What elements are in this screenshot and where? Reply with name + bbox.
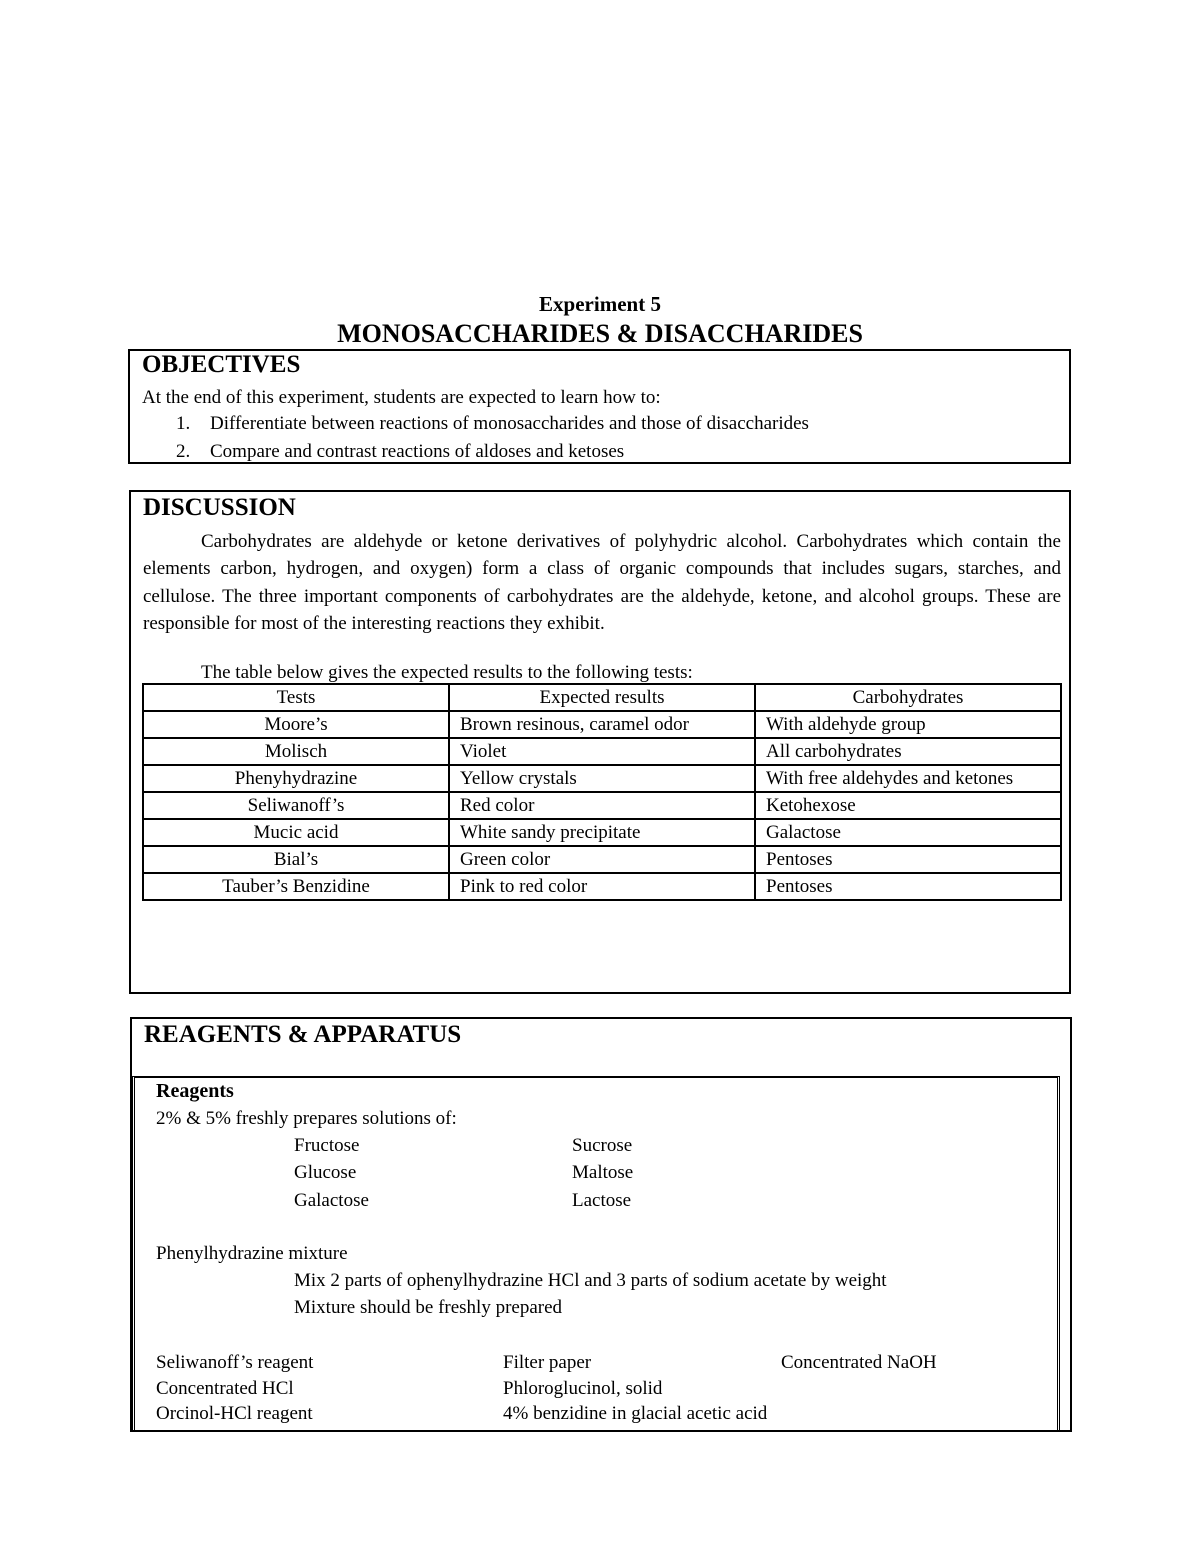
sugar-item: Lactose xyxy=(572,1190,632,1211)
table-row xyxy=(143,738,1061,765)
table-row xyxy=(143,819,1061,846)
objectives-heading: OBJECTIVES xyxy=(142,351,301,378)
carbohydrate: Galactose xyxy=(755,819,1061,846)
test-name: Bial’s xyxy=(143,846,449,873)
column-header-tests: Tests xyxy=(143,684,449,711)
objective-number: 2. xyxy=(176,441,191,462)
sugar-item: Fructose xyxy=(294,1135,360,1156)
objective-item xyxy=(176,441,624,463)
phenylhydrazine-line: Mix 2 parts of ophenylhydrazine HCl and 3 parts of sodium acetate by weight xyxy=(294,1270,887,1291)
discussion-text: Carbohydrates are aldehyde or ketone derivatives of polyhydric alcohol. Carbohydrates which contain the elements carbon, hydrogen, and oxygen) form a class of organic compounds that includes sugars, starches, and cellulose. The three important components of carbohydrates are the aldehyde, ketone, and alcohol groups. These are responsible for most of the interesting reactions they exhibit. xyxy=(143,531,1061,635)
table-row xyxy=(143,873,1061,900)
reagents-heading: REAGENTS & APPARATUS xyxy=(144,1021,462,1048)
reagent-item: Orcinol-HCl reagent xyxy=(156,1403,313,1424)
expected-result: Violet xyxy=(449,738,755,765)
column-header-results: Expected results xyxy=(449,684,755,711)
table-row xyxy=(143,846,1061,873)
page-title: MONOSACCHARIDES & DISACCHARIDES xyxy=(337,319,863,348)
results-table xyxy=(142,683,1062,901)
objective-number: 1. xyxy=(176,413,191,434)
objective-item xyxy=(176,413,809,435)
test-name: Tauber’s Benzidine xyxy=(143,873,449,900)
experiment-number: Experiment 5 xyxy=(539,292,661,316)
discussion-section xyxy=(129,490,1071,994)
table-header-row xyxy=(143,684,1061,711)
table-intro: The table below gives the expected results to the following tests: xyxy=(201,662,693,683)
sugar-item: Glucose xyxy=(294,1162,357,1183)
reagents-subheading: Reagents xyxy=(156,1080,234,1102)
reagent-item: Filter paper xyxy=(503,1352,592,1373)
carbohydrate: With aldehyde group xyxy=(755,711,1061,738)
reagent-item: 4% benzidine in glacial acetic acid xyxy=(503,1403,768,1424)
objectives-intro: At the end of this experiment, students are expected to learn how to: xyxy=(142,387,661,408)
table-row xyxy=(143,765,1061,792)
reagent-item: Concentrated NaOH xyxy=(781,1352,937,1373)
sugar-item: Galactose xyxy=(294,1190,369,1211)
test-name: Mucic acid xyxy=(143,819,449,846)
carbohydrate: Ketohexose xyxy=(755,792,1061,819)
reagents-list-box xyxy=(132,1076,1060,1430)
phenylhydrazine-title: Phenylhydrazine mixture xyxy=(156,1243,348,1264)
carbohydrate: Pentoses xyxy=(755,846,1061,873)
objective-text: Compare and contrast reactions of aldoses and ketoses xyxy=(210,441,625,462)
objectives-section xyxy=(128,349,1071,464)
carbohydrate: All carbohydrates xyxy=(755,738,1061,765)
sugar-item: Sucrose xyxy=(572,1135,633,1156)
carbohydrate: Pentoses xyxy=(755,873,1061,900)
reagents-section xyxy=(130,1017,1072,1432)
expected-result: White sandy precipitate xyxy=(449,819,755,846)
reagent-item: Seliwanoff’s reagent xyxy=(156,1352,314,1373)
solutions-intro: 2% & 5% freshly prepares solutions of: xyxy=(156,1108,457,1129)
phenylhydrazine-line: Mixture should be freshly prepared xyxy=(294,1297,563,1318)
test-name: Seliwanoff’s xyxy=(143,792,449,819)
expected-result: Green color xyxy=(449,846,755,873)
reagent-item: Concentrated HCl xyxy=(156,1378,294,1399)
discussion-paragraph xyxy=(143,528,1061,638)
expected-result: Yellow crystals xyxy=(449,765,755,792)
column-header-carbohydrates: Carbohydrates xyxy=(755,684,1061,711)
table-row xyxy=(143,792,1061,819)
test-name: Moore’s xyxy=(143,711,449,738)
expected-result: Brown resinous, caramel odor xyxy=(449,711,755,738)
objective-text: Differentiate between reactions of monosaccharides and those of disaccharides xyxy=(210,413,809,434)
expected-result: Red color xyxy=(449,792,755,819)
test-name: Phenyhydrazine xyxy=(143,765,449,792)
carbohydrate: With free aldehydes and ketones xyxy=(755,765,1061,792)
expected-result: Pink to red color xyxy=(449,873,755,900)
discussion-heading: DISCUSSION xyxy=(143,494,296,521)
sugar-item: Maltose xyxy=(572,1162,634,1183)
table-row xyxy=(143,711,1061,738)
test-name: Molisch xyxy=(143,738,449,765)
reagent-item: Phloroglucinol, solid xyxy=(503,1378,663,1399)
